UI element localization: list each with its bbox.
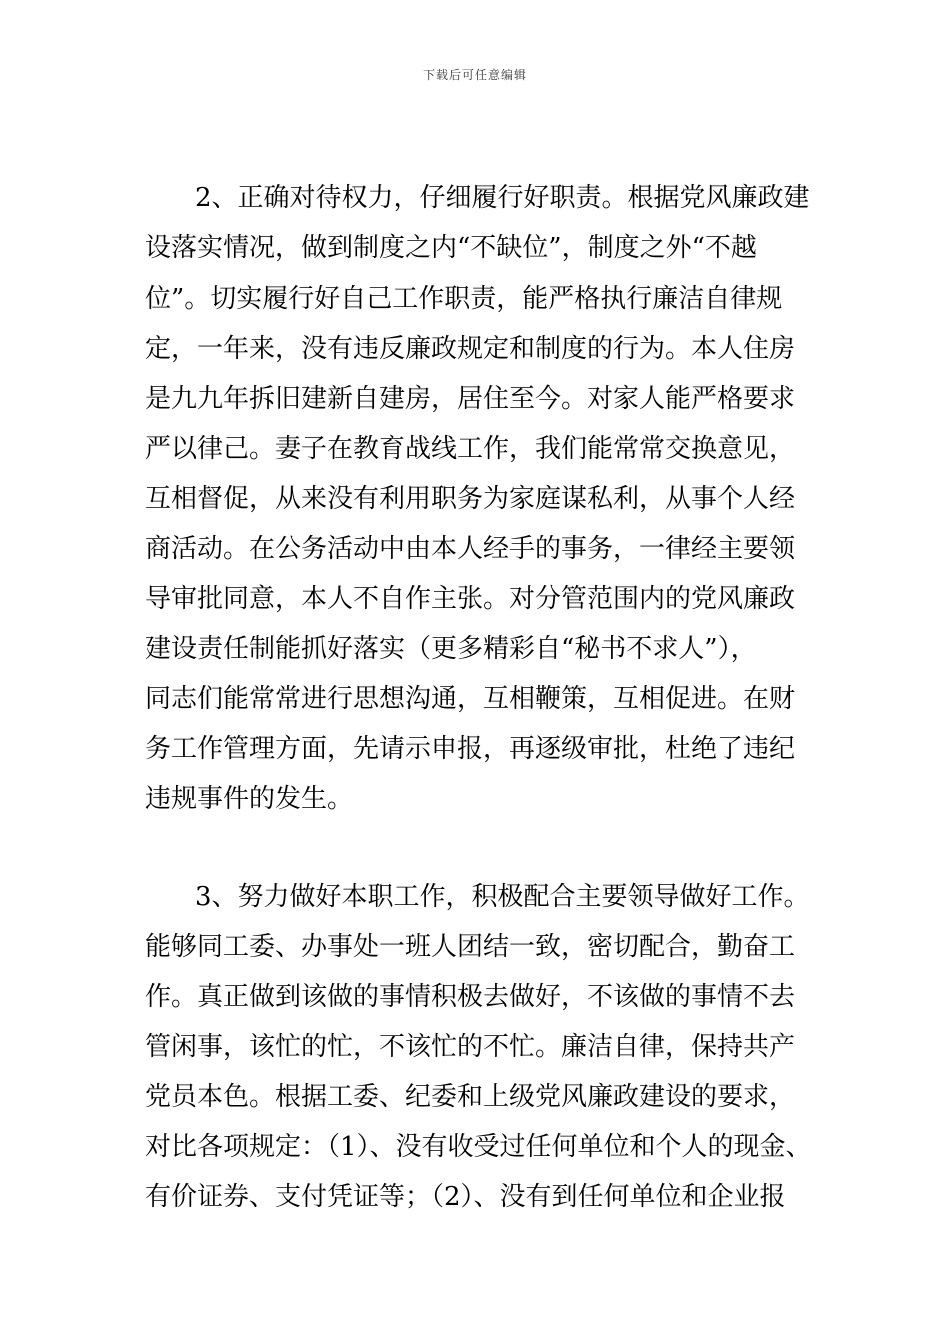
text-line: 互相督促，从来没有利用职务为家庭谋私利，从事个人经 [145, 484, 796, 514]
text-line: 同志们能常常进行思想沟通，互相鞭策，互相促进。在财 [145, 684, 796, 714]
text-line: 能够同工委、办事处一班人团结一致，密切配合，勤奋工 [145, 932, 796, 962]
text-line: 是九九年拆旧建新自建房，居住至今。对家人能严格要求 [145, 384, 796, 414]
text-line: 务工作管理方面，先请示申报，再逐级审批，杜绝了违纪 [145, 734, 796, 764]
text-line: 3、努力做好本职工作，积极配合主要领导做好工作。 [195, 882, 810, 912]
text-line: 党员本色。根据工委、纪委和上级党风廉政建设的要求， [145, 1082, 796, 1112]
text-line: 导审批同意，本人不自作主张。对分管范围内的党风廉政 [145, 584, 796, 614]
text-line: 严以律己。妻子在教育战线工作，我们能常常交换意见， [145, 434, 796, 464]
text-line: 建设责任制能抓好落实（更多精彩自“秘书不求人”）， [145, 634, 757, 664]
text-line: 设落实情况，做到制度之内“不缺位”，制度之外“不越 [145, 233, 757, 263]
text-line: 有价证券、支付凭证等；（2）、没有到任何单位和企业报 [145, 1182, 786, 1212]
text-line: 对比各项规定：（1）、没有收受过任何单位和个人的现金、 [145, 1132, 812, 1162]
text-line: 作。真正做到该做的事情积极去做好，不该做的事情不去 [145, 982, 796, 1012]
text-line: 管闲事，该忙的忙，不该忙的不忙。廉洁自律，保持共产 [145, 1032, 796, 1062]
text-line: 2、正确对待权力，仔细履行好职责。根据党风廉政建 [195, 183, 810, 213]
text-line: 违规事件的发生。 [145, 784, 354, 814]
text-line: 位”。切实履行好自己工作职责，能严格执行廉洁自律规 [145, 284, 783, 314]
text-line: 商活动。在公务活动中由本人经手的事务，一律经主要领 [145, 534, 796, 564]
text-line: 定，一年来，没有违反廉政规定和制度的行为。本人住房 [145, 334, 796, 364]
page-header: 下载后可任意编辑 [422, 68, 527, 82]
